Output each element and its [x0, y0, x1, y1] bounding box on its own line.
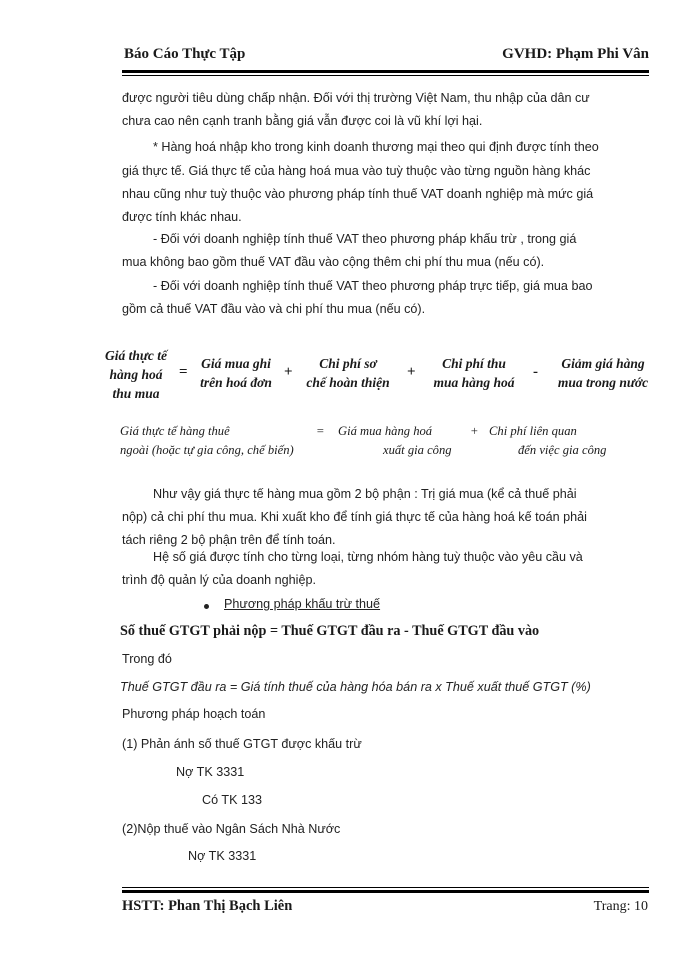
paragraph-line: * Hàng hoá nhập kho trong kinh doanh thương mại theo qui định được tính theo: [153, 140, 599, 154]
bullet-icon: [204, 604, 209, 609]
paragraph-line: - Đối với doanh nghiệp tính thuế VAT theo phương pháp trực tiếp, giá mua bao: [153, 279, 593, 293]
paragraph-line: trình độ quản lý của doanh nghiệp.: [122, 573, 316, 587]
step2-debit: Nợ TK 3331: [188, 849, 257, 863]
step1-debit: Nợ TK 3331: [176, 765, 245, 779]
minus-sign: -: [533, 364, 538, 380]
paragraph-line: mua không bao gồm thuế VAT đầu vào cộng thêm chi phí thu mua (nếu có).: [122, 255, 545, 269]
formula-term-purchase-price: Giá mua ghi trên hoá đơn: [200, 356, 272, 390]
footer-left: HSTT: Phan Thị Bạch Liên: [122, 898, 293, 914]
header-rule-thick: [122, 70, 649, 73]
paragraph-line: được người tiêu dùng chấp nhận. Đối với thị trường Việt Nam, thu nhập của dân cư: [122, 91, 590, 105]
step2-title: (2)Nộp thuế vào Ngân Sách Nhà Nước: [122, 822, 341, 836]
paragraph-line: giá thực tế. Giá thực tế của hàng hoá mua vào tuỳ thuộc vào từng nguồn hàng khác: [122, 164, 591, 178]
tax-formula: Số thuế GTGT phải nộp = Thuế GTGT đầu ra - Thuế GTGT đầu vào: [120, 623, 540, 639]
formula2-lhs-line2: ngoài (hoặc tự gia công, chế biến): [120, 443, 294, 457]
paragraph-line: gồm cả thuế VAT đầu vào và chi phí thu mua (nếu có).: [122, 302, 426, 316]
paragraph-line: chưa cao nên cạnh tranh bằng giá vẫn được coi là vũ khí lợi hại.: [122, 114, 483, 128]
footer-rule-thin: [122, 887, 649, 888]
header-rule-thin: [122, 75, 649, 76]
formula2-term2-line2: đến việc gia công: [518, 443, 607, 457]
formula-term-price-reduction: Giảm giá hàng mua trong nước: [557, 356, 649, 390]
formula2-term1-line1: Giá mua hàng hoá: [338, 424, 433, 438]
paragraph-line: nộp) cả chi phí thu mua. Khi xuất kho để tính giá thực tế của hàng hoá kế toán phải: [122, 510, 587, 524]
formula2-plus: +: [470, 424, 479, 438]
equals-sign: =: [179, 364, 188, 380]
page-number: Trang: 10: [593, 899, 648, 914]
plus-sign: +: [284, 364, 293, 380]
paragraph-line: nhau cũng như tuỳ thuộc vào phương pháp tính thuế VAT doanh nghiệp mà mức giá: [122, 187, 594, 201]
formula-term-processing-cost: Chi phí sơ chế hoàn thiện: [306, 356, 390, 390]
formula2-equals: =: [316, 424, 325, 438]
paragraph-line: Hệ số giá được tính cho từng loại, từng nhóm hàng tuỳ thuộc vào yêu cầu và: [153, 550, 583, 564]
paragraph-line: được tính khác nhau.: [122, 210, 242, 224]
formula-lhs: Giá thực tế hàng hoá thu mua: [104, 348, 168, 401]
paragraph-line: - Đối với doanh nghiệp tính thuế VAT theo phương pháp khấu trừ , trong giá: [153, 232, 577, 246]
bullet-item-deduction-method: Phương pháp khấu trừ thuế: [224, 597, 381, 611]
footer-rule-thick: [122, 890, 649, 893]
method-title: Phương pháp hoạch toán: [122, 707, 266, 721]
step1-credit: Có TK 133: [202, 793, 262, 807]
trong-do-label: Trong đó: [122, 652, 172, 666]
formula2-term2-line1: Chi phí liên quan: [489, 424, 577, 438]
formula2-term1-line2: xuất gia công: [383, 443, 452, 457]
output-vat-formula: Thuế GTGT đầu ra = Giá tính thuế của hàng hóa bán ra x Thuế xuất thuế GTGT (%): [120, 680, 591, 694]
paragraph-line: tách riêng 2 bộ phận trên để tính toán.: [122, 533, 336, 547]
paragraph-line: Như vậy giá thực tế hàng mua gồm 2 bộ phận : Trị giá mua (kể cả thuế phải: [153, 487, 577, 501]
formula-term-purchase-cost: Chi phí thu mua hàng hoá: [433, 356, 515, 390]
header-left: Báo Cáo Thực Tập: [124, 46, 246, 62]
step1-title: (1) Phản ánh số thuế GTGT được khấu trừ: [122, 737, 362, 751]
formula2-lhs-line1: Giá thực tế hàng thuê: [120, 424, 230, 438]
plus-sign: +: [407, 364, 416, 380]
header-right: GVHD: Phạm Phi Vân: [502, 46, 649, 62]
